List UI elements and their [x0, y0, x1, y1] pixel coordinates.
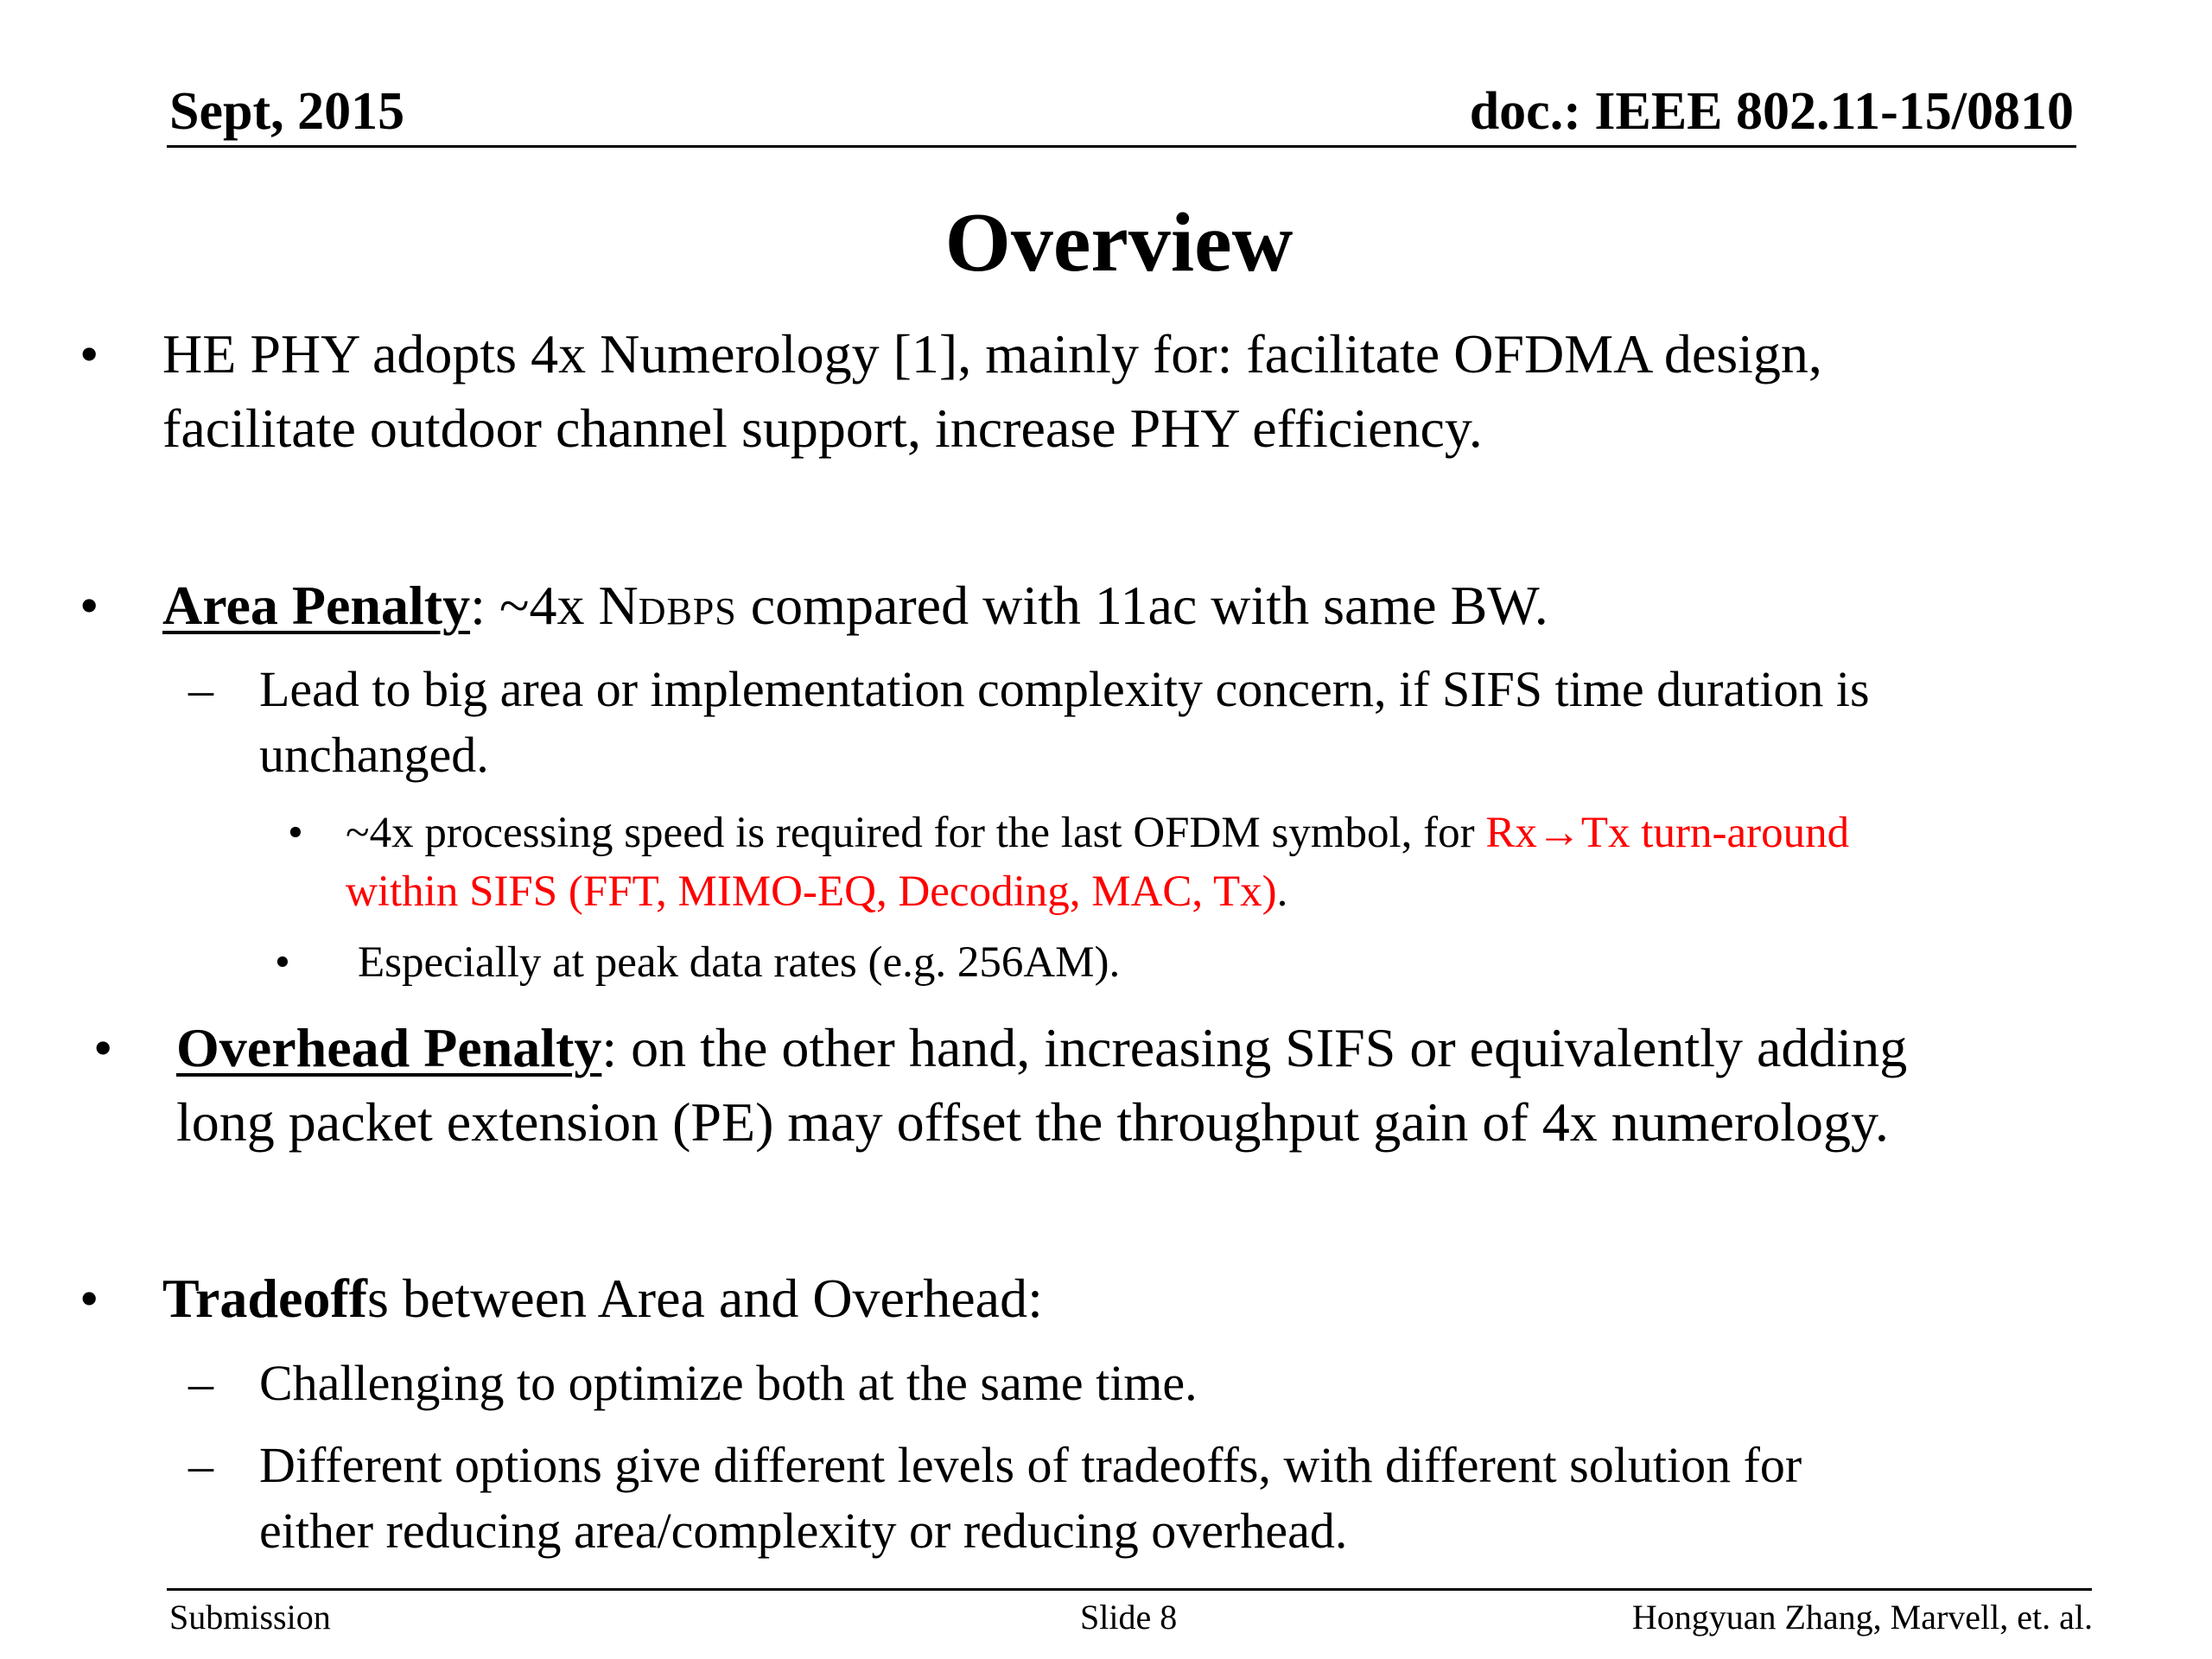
header-date: Sept, 2015	[169, 82, 405, 141]
sub-1a-line-2	[346, 862, 1287, 921]
bullet-4-marker: •	[79, 1268, 99, 1329]
header-rule	[167, 145, 2076, 148]
sub-1a-text: ~4x processing speed is required for the last OFDM symbol, for	[346, 809, 1486, 857]
sub-1b-text: Especially at peak data rates (e.g. 256AM).	[358, 938, 1121, 987]
sub-1a-period: .	[1276, 868, 1288, 916]
sub-1-line-2: unchanged.	[259, 727, 489, 783]
sub-1b-marker: •	[275, 938, 290, 987]
bullet-1-line-2: facilitate outdoor channel support, increase PHY efficiency.	[162, 397, 1483, 459]
tradeoff-label: Tradeoff	[162, 1268, 367, 1329]
sifs-highlight: within SIFS (FFT, MIMO-EQ, Decoding, MAC, Tx)	[346, 868, 1277, 916]
turnaround-highlight: Rx→Tx turn-around	[1485, 809, 1850, 857]
slide-title: Overview	[944, 196, 1294, 289]
bullet-3-marker: •	[93, 1017, 113, 1078]
bullet-1-marker: •	[79, 323, 99, 385]
footer-rule	[167, 1588, 2092, 1591]
sub-1a-line-1	[346, 804, 1849, 862]
bullet-2-marker: •	[79, 575, 99, 636]
sub-4-2-line-2: either reducing area/complexity or reducing overhead.	[259, 1503, 1348, 1559]
sub-1-line-1: Lead to big area or implementation complexity concern, if SIFS time duration is	[259, 661, 1870, 717]
sub-1a-marker: •	[288, 809, 303, 857]
bullet-2-text-b: compared with 11ac with same BW.	[736, 575, 1548, 636]
overhead-penalty-label: Overhead Penalty	[176, 1017, 602, 1078]
bullet-4-line	[162, 1262, 1043, 1336]
bullet-3-text: : on the other hand, increasing SIFS or equivalently adding	[601, 1017, 1908, 1078]
footer-authors: Hongyuan Zhang, Marvell, et. al.	[1631, 1598, 2093, 1637]
header-doc-id: doc.: IEEE 802.11-15/0810	[1469, 82, 2074, 141]
sub-1-marker: –	[188, 661, 213, 717]
bullet-2-text-a: : ~4x N	[470, 575, 639, 636]
bullet-1-line-1: HE PHY adopts 4x Numerology [1], mainly for: facilitate OFDMA design,	[162, 323, 1822, 385]
bullet-3-line-2: long packet extension (PE) may offset the throughput gain of 4x numerology.	[176, 1091, 1889, 1153]
area-penalty-label: Area Penalty	[162, 575, 471, 636]
sub-4-1-text: Challenging to optimize both at the same time.	[259, 1355, 1198, 1411]
sub-4-2-line-1: Different options give different levels of tradeoffs, with different solution for	[259, 1437, 1802, 1493]
bullet-4-text: s between Area and Overhead:	[366, 1268, 1043, 1329]
ndbps-subscript: DBPS	[638, 590, 737, 632]
sub-4-2-marker: –	[188, 1437, 213, 1493]
footer-submission: Submission	[169, 1598, 331, 1637]
sub-4-1-marker: –	[188, 1355, 213, 1411]
bullet-2-line	[162, 569, 1548, 649]
footer-slide-number: Slide 8	[1080, 1598, 1178, 1637]
bullet-3-line-1	[176, 1011, 1907, 1085]
